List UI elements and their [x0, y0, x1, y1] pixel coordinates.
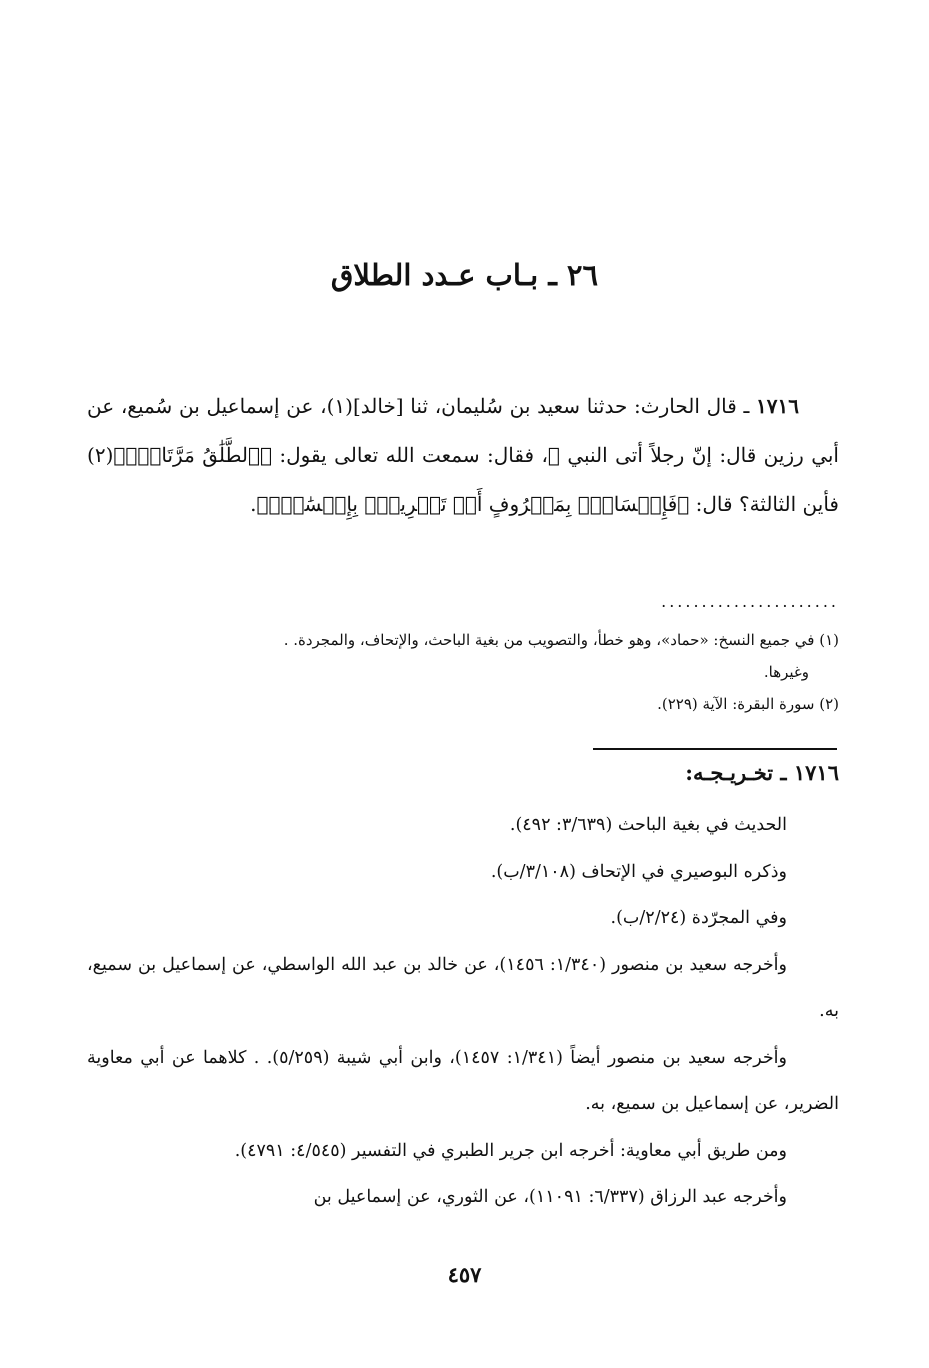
- page-number: ٤٥٧: [447, 1262, 482, 1287]
- takhrij-paragraph: وذكره البوصيري في الإتحاف (٣/١٠٨/ب).: [490, 861, 787, 882]
- hadith-block: [87, 382, 839, 529]
- chapter-title: ٢٦ ـ بـاب عـدد الطلاق: [330, 258, 599, 292]
- takhrij-paragraph: وأخرجه سعيد بن منصور (١/٣٤٠: ١٤٥٦)، عن خالد بن عبد الله الواسطي، عن إسماعيل بن سميع، به.: [87, 954, 839, 1021]
- takhrij-paragraph: وأخرجه عبد الرزاق (٦/٣٣٧: ١١٠٩١)، عن الثوري، عن إسماعيل بن: [313, 1187, 787, 1207]
- hadith-number: ١٧١٦: [756, 394, 799, 418]
- footnote-1-continuation: وغيرها.: [763, 663, 809, 681]
- section-divider: [593, 748, 837, 750]
- takhrij-paragraph: الحديث في بغية الباحث (٣/٦٣٩: ٤٩٢).: [509, 815, 787, 835]
- hadith-text: ـ قال الحارث: حدثنا سعيد بن سُليمان، ثنا [خالد](١)، عن إسماعيل بن سُميع، عن أبي رزين قال: إنّ رجلاً أتى النبي ﷺ، فقال: سمعت الله تعالى يقول: ﴿ٱلطَّلَٰقُ مَرَّتَانِۖ﴾(٢) فأين الثالثة؟ قال: ﴿فَإِمۡسَاكُۢ بِمَعۡرُوفٍ أَوۡ تَسۡرِيحُۢ بِإِحۡسَٰنٖۗ﴾.: [87, 394, 839, 516]
- takhrij-paragraph: ومن طريق أبي معاوية: أخرجه ابن جرير الطبري في التفسير (٤/٥٤٥: ٤٧٩١).: [234, 1140, 787, 1161]
- takhrij-paragraph: وأخرجه سعيد بن منصور أيضاً (١/٣٤١: ١٤٥٧)، وابن أبي شيبة (٥/٢٥٩). . كلاهما عن أبي معاوية الضرير، عن إسماعيل بن سميع، به.: [87, 1047, 839, 1114]
- takhrij-heading: ١٧١٦ ـ تخـريـجـه:: [685, 760, 839, 785]
- footnote-2: (٢) سورة البقرة: الآية (٢٢٩).: [657, 695, 839, 713]
- footnote-1: (١) في جميع النسخ: «حماد»، وهو خطأ، والتصويب من بغية الباحث، والإتحاف، والمجردة. .: [283, 631, 839, 649]
- footnote-separator: ......................: [661, 592, 839, 611]
- footnotes: [87, 624, 839, 720]
- takhrij-paragraph: وفي المجرّدة (٢/٢٤/ب).: [610, 908, 787, 928]
- takhrij-body: [87, 802, 839, 1221]
